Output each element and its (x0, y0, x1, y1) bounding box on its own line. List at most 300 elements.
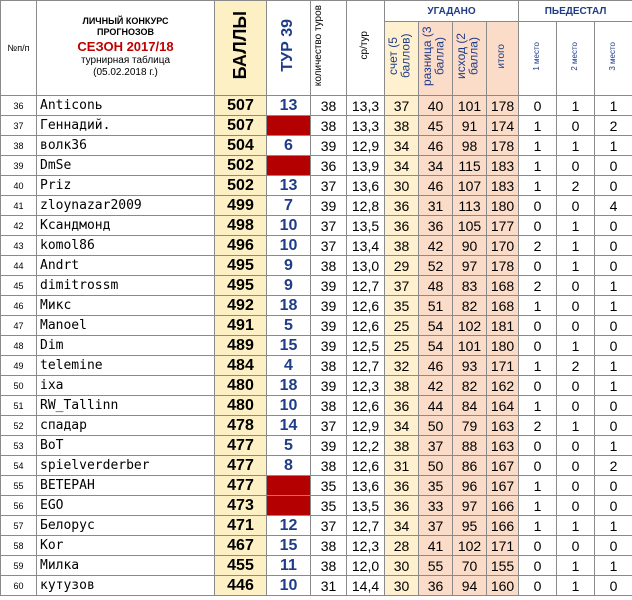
place3-cell: 0 (595, 236, 632, 256)
place3-cell: 1 (595, 436, 632, 456)
table-row (1, 376, 632, 396)
diff-cell: 31 (419, 196, 453, 216)
score-cell: 34 (385, 156, 419, 176)
tour-points-cell: 9 (267, 276, 311, 296)
place3-cell: 1 (595, 296, 632, 316)
avg-cell: 13,5 (347, 216, 385, 236)
diff-cell: 46 (419, 356, 453, 376)
outcome-cell: 84 (453, 396, 487, 416)
score-cell: 38 (385, 116, 419, 136)
avg-cell: 13,5 (347, 496, 385, 516)
tour-points-cell: 5 (267, 436, 311, 456)
diff-cell: 36 (419, 576, 453, 596)
score-cell: 38 (385, 236, 419, 256)
total-cell: 160 (487, 576, 519, 596)
total-cell: 162 (487, 376, 519, 396)
total-cell: 180 (487, 336, 519, 356)
table-row (1, 556, 632, 576)
total-cell: 168 (487, 276, 519, 296)
table-row (1, 276, 632, 296)
participant-name: Белорус (37, 516, 215, 536)
points-cell: 489 (215, 336, 267, 356)
diff-cell: 54 (419, 316, 453, 336)
tours-count-cell: 35 (311, 496, 347, 516)
outcome-cell: 93 (453, 356, 487, 376)
avg-cell: 12,6 (347, 296, 385, 316)
place3-cell: 1 (595, 556, 632, 576)
participant-name: dimitrossm (37, 276, 215, 296)
place3-cell: 0 (595, 536, 632, 556)
place2-cell: 1 (557, 416, 595, 436)
score-cell: 34 (385, 136, 419, 156)
avg-cell: 12,9 (347, 136, 385, 156)
points-cell: 480 (215, 376, 267, 396)
points-cell: 473 (215, 496, 267, 516)
participant-name: ixa (37, 376, 215, 396)
participant-name: spielverderber (37, 456, 215, 476)
tour-points-cell: 7 (267, 196, 311, 216)
tours-count-cell: 38 (311, 396, 347, 416)
avg-cell: 13,4 (347, 236, 385, 256)
header-podium: ПЬЕДЕСТАЛ (519, 1, 632, 22)
place2-cell: 2 (557, 176, 595, 196)
points-cell: 455 (215, 556, 267, 576)
tour-points-cell: 12 (267, 516, 311, 536)
tours-count-cell: 39 (311, 196, 347, 216)
row-number: 43 (1, 236, 37, 256)
place2-cell: 0 (557, 536, 595, 556)
total-cell: 167 (487, 476, 519, 496)
place1-cell: 1 (519, 136, 557, 156)
place2-cell: 2 (557, 356, 595, 376)
header-place2: 2 место (557, 22, 595, 96)
total-cell: 163 (487, 416, 519, 436)
diff-cell: 42 (419, 376, 453, 396)
avg-cell: 12,9 (347, 416, 385, 436)
participant-name: zloynazar2009 (37, 196, 215, 216)
place2-cell: 0 (557, 316, 595, 336)
avg-cell: 13,9 (347, 156, 385, 176)
outcome-cell: 96 (453, 476, 487, 496)
total-cell: 181 (487, 316, 519, 336)
header-avg: ср/тур (347, 1, 385, 96)
diff-cell: 50 (419, 456, 453, 476)
avg-cell: 12,0 (347, 556, 385, 576)
points-cell: 477 (215, 436, 267, 456)
tours-count-cell: 37 (311, 176, 347, 196)
outcome-cell: 82 (453, 376, 487, 396)
tour-points-cell: 9 (267, 256, 311, 276)
place2-cell: 0 (557, 156, 595, 176)
place2-cell: 1 (557, 236, 595, 256)
points-cell: 491 (215, 316, 267, 336)
place3-cell: 0 (595, 316, 632, 336)
row-number: 39 (1, 156, 37, 176)
place1-cell: 0 (519, 196, 557, 216)
tour-points-cell: 15 (267, 336, 311, 356)
avg-cell: 13,6 (347, 176, 385, 196)
participant-name: Anticonь (37, 96, 215, 116)
place2-cell: 1 (557, 516, 595, 536)
table-row (1, 416, 632, 436)
outcome-cell: 70 (453, 556, 487, 576)
avg-cell: 12,7 (347, 276, 385, 296)
points-cell: 480 (215, 396, 267, 416)
avg-cell: 12,7 (347, 516, 385, 536)
place2-cell: 1 (557, 216, 595, 236)
avg-cell: 14,4 (347, 576, 385, 596)
table-row (1, 356, 632, 376)
place1-cell: 1 (519, 116, 557, 136)
tour-points-cell: 4 (267, 356, 311, 376)
table-row (1, 296, 632, 316)
avg-cell: 12,2 (347, 436, 385, 456)
avg-cell: 12,7 (347, 356, 385, 376)
tours-count-cell: 39 (311, 296, 347, 316)
score-cell: 30 (385, 576, 419, 596)
tours-count-cell: 39 (311, 376, 347, 396)
place3-cell: 1 (595, 136, 632, 156)
points-cell: 492 (215, 296, 267, 316)
score-cell: 30 (385, 176, 419, 196)
row-number: 55 (1, 476, 37, 496)
tour-points-cell (267, 476, 311, 496)
place2-cell: 0 (557, 396, 595, 416)
row-number: 41 (1, 196, 37, 216)
points-cell: 499 (215, 196, 267, 216)
outcome-cell: 86 (453, 456, 487, 476)
table-row (1, 536, 632, 556)
points-cell: 478 (215, 416, 267, 436)
outcome-cell: 115 (453, 156, 487, 176)
tour-points-cell: 10 (267, 236, 311, 256)
points-cell: 507 (215, 116, 267, 136)
table-title (37, 1, 215, 96)
table-row (1, 96, 632, 116)
avg-cell: 12,6 (347, 316, 385, 336)
row-number: 52 (1, 416, 37, 436)
tours-count-cell: 36 (311, 156, 347, 176)
diff-cell: 51 (419, 296, 453, 316)
table-row (1, 196, 632, 216)
row-number: 59 (1, 556, 37, 576)
score-cell: 36 (385, 476, 419, 496)
place3-cell: 1 (595, 96, 632, 116)
table-row (1, 316, 632, 336)
score-cell: 38 (385, 436, 419, 456)
total-cell: 174 (487, 116, 519, 136)
avg-cell: 13,3 (347, 96, 385, 116)
participant-name: Микс (37, 296, 215, 316)
total-cell: 171 (487, 356, 519, 376)
outcome-cell: 79 (453, 416, 487, 436)
header-score: счет (5 баллов) (385, 22, 419, 96)
points-cell: 502 (215, 176, 267, 196)
points-cell: 477 (215, 456, 267, 476)
place1-cell: 0 (519, 556, 557, 576)
header-guessed: УГАДАНО (385, 1, 519, 22)
place1-cell: 1 (519, 516, 557, 536)
tours-count-cell: 39 (311, 436, 347, 456)
score-cell: 37 (385, 96, 419, 116)
outcome-cell: 101 (453, 336, 487, 356)
outcome-cell: 90 (453, 236, 487, 256)
title-line1: ЛИЧНЫЙ КОНКУРС (82, 16, 169, 27)
tour-points-cell: 13 (267, 96, 311, 116)
place1-cell: 1 (519, 156, 557, 176)
points-cell: 471 (215, 516, 267, 536)
total-cell: 178 (487, 96, 519, 116)
score-cell: 34 (385, 416, 419, 436)
place2-cell: 0 (557, 116, 595, 136)
table-row (1, 396, 632, 416)
tour-points-cell: 18 (267, 376, 311, 396)
tours-count-cell: 39 (311, 316, 347, 336)
total-cell: 168 (487, 296, 519, 316)
season-label: СЕЗОН 2017/18 (77, 38, 174, 54)
tour-points-cell: 8 (267, 456, 311, 476)
place3-cell: 1 (595, 276, 632, 296)
header-points: БАЛЛЫ (215, 1, 267, 96)
table-row (1, 516, 632, 536)
row-number: 58 (1, 536, 37, 556)
score-cell: 37 (385, 276, 419, 296)
place1-cell: 2 (519, 276, 557, 296)
header-tour: ТУР 39 (267, 1, 311, 96)
score-cell: 34 (385, 516, 419, 536)
table-row (1, 236, 632, 256)
avg-cell: 12,3 (347, 536, 385, 556)
table-row (1, 116, 632, 136)
participant-name: Manoel (37, 316, 215, 336)
participant-name: Kor (37, 536, 215, 556)
total-cell: 167 (487, 456, 519, 476)
place1-cell: 0 (519, 456, 557, 476)
row-number: 50 (1, 376, 37, 396)
tours-count-cell: 37 (311, 516, 347, 536)
place3-cell: 0 (595, 496, 632, 516)
header-diff: разница (3 балла) (419, 22, 453, 96)
row-number: 48 (1, 336, 37, 356)
participant-name: EGO (37, 496, 215, 516)
row-number: 51 (1, 396, 37, 416)
row-number: 46 (1, 296, 37, 316)
diff-cell: 33 (419, 496, 453, 516)
outcome-cell: 113 (453, 196, 487, 216)
place1-cell: 1 (519, 396, 557, 416)
tours-count-cell: 37 (311, 216, 347, 236)
tour-points-cell: 13 (267, 176, 311, 196)
table-row (1, 496, 632, 516)
place3-cell: 0 (595, 396, 632, 416)
place1-cell: 0 (519, 536, 557, 556)
score-cell: 25 (385, 316, 419, 336)
place1-cell: 0 (519, 216, 557, 236)
header-place3: 3 место (595, 22, 632, 96)
place2-cell: 0 (557, 376, 595, 396)
points-cell: 484 (215, 356, 267, 376)
place2-cell: 0 (557, 436, 595, 456)
place3-cell: 4 (595, 196, 632, 216)
avg-cell: 12,5 (347, 336, 385, 356)
score-cell: 29 (385, 256, 419, 276)
place1-cell: 0 (519, 316, 557, 336)
diff-cell: 40 (419, 96, 453, 116)
place1-cell: 0 (519, 96, 557, 116)
row-number: 60 (1, 576, 37, 596)
participant-name: Геннадий. (37, 116, 215, 136)
place3-cell: 0 (595, 576, 632, 596)
tours-count-cell: 38 (311, 256, 347, 276)
avg-cell: 12,6 (347, 456, 385, 476)
header-outcome: исход (2 балла) (453, 22, 487, 96)
place1-cell: 1 (519, 496, 557, 516)
diff-cell: 45 (419, 116, 453, 136)
table-row (1, 476, 632, 496)
place3-cell: 1 (595, 356, 632, 376)
points-cell: 477 (215, 476, 267, 496)
place3-cell: 1 (595, 516, 632, 536)
table-row (1, 576, 632, 596)
diff-cell: 34 (419, 156, 453, 176)
header-place1: 1 место (519, 22, 557, 96)
score-cell: 38 (385, 376, 419, 396)
place3-cell: 1 (595, 376, 632, 396)
row-number: 44 (1, 256, 37, 276)
place1-cell: 0 (519, 256, 557, 276)
score-cell: 36 (385, 396, 419, 416)
place2-cell: 1 (557, 96, 595, 116)
table-row (1, 256, 632, 276)
row-number: 36 (1, 96, 37, 116)
total-cell: 183 (487, 176, 519, 196)
tours-count-cell: 38 (311, 456, 347, 476)
place1-cell: 0 (519, 436, 557, 456)
total-cell: 178 (487, 136, 519, 156)
place1-cell: 1 (519, 176, 557, 196)
total-cell: 178 (487, 256, 519, 276)
total-cell: 166 (487, 496, 519, 516)
header-tours-count: количество туров (311, 1, 347, 96)
place3-cell: 0 (595, 216, 632, 236)
outcome-cell: 102 (453, 536, 487, 556)
place2-cell: 1 (557, 576, 595, 596)
place3-cell: 0 (595, 416, 632, 436)
row-number: 57 (1, 516, 37, 536)
tour-points-cell (267, 156, 311, 176)
tours-count-cell: 37 (311, 416, 347, 436)
tour-points-cell: 18 (267, 296, 311, 316)
tour-points-cell (267, 496, 311, 516)
tour-points-cell: 6 (267, 136, 311, 156)
place2-cell: 0 (557, 456, 595, 476)
place2-cell: 1 (557, 256, 595, 276)
row-number: 37 (1, 116, 37, 136)
row-number: 38 (1, 136, 37, 156)
avg-cell: 13,6 (347, 476, 385, 496)
place1-cell: 2 (519, 236, 557, 256)
tours-count-cell: 35 (311, 476, 347, 496)
outcome-cell: 95 (453, 516, 487, 536)
total-cell: 163 (487, 436, 519, 456)
place2-cell: 0 (557, 196, 595, 216)
place1-cell: 1 (519, 356, 557, 376)
participant-name: telemine (37, 356, 215, 376)
points-cell: 507 (215, 96, 267, 116)
participant-name: BoT (37, 436, 215, 456)
tour-points-cell: 5 (267, 316, 311, 336)
participant-name: волк36 (37, 136, 215, 156)
place1-cell: 0 (519, 336, 557, 356)
total-cell: 171 (487, 536, 519, 556)
outcome-cell: 107 (453, 176, 487, 196)
tours-count-cell: 38 (311, 536, 347, 556)
row-number: 45 (1, 276, 37, 296)
points-cell: 495 (215, 276, 267, 296)
diff-cell: 54 (419, 336, 453, 356)
place1-cell: 0 (519, 576, 557, 596)
place2-cell: 1 (557, 556, 595, 576)
tours-count-cell: 38 (311, 116, 347, 136)
total-cell: 164 (487, 396, 519, 416)
participant-name: спадар (37, 416, 215, 436)
diff-cell: 46 (419, 136, 453, 156)
outcome-cell: 91 (453, 116, 487, 136)
points-cell: 446 (215, 576, 267, 596)
score-cell: 25 (385, 336, 419, 356)
diff-cell: 35 (419, 476, 453, 496)
tours-count-cell: 39 (311, 336, 347, 356)
participant-name: Priz (37, 176, 215, 196)
place3-cell: 0 (595, 156, 632, 176)
tours-count-cell: 31 (311, 576, 347, 596)
diff-cell: 37 (419, 516, 453, 536)
avg-cell: 13,3 (347, 116, 385, 136)
diff-cell: 46 (419, 176, 453, 196)
participant-name: Dim (37, 336, 215, 356)
diff-cell: 36 (419, 216, 453, 236)
header-total: итого (487, 22, 519, 96)
place3-cell: 0 (595, 176, 632, 196)
table-row (1, 456, 632, 476)
outcome-cell: 94 (453, 576, 487, 596)
diff-cell: 52 (419, 256, 453, 276)
outcome-cell: 105 (453, 216, 487, 236)
outcome-cell: 101 (453, 96, 487, 116)
subtitle: турнирная таблица (80, 54, 171, 66)
diff-cell: 37 (419, 436, 453, 456)
points-cell: 504 (215, 136, 267, 156)
header-num: №п/п (1, 1, 37, 96)
avg-cell: 12,6 (347, 396, 385, 416)
score-cell: 36 (385, 496, 419, 516)
row-number: 47 (1, 316, 37, 336)
avg-cell: 13,0 (347, 256, 385, 276)
points-cell: 495 (215, 256, 267, 276)
participant-name: ВЕТЕРАН (37, 476, 215, 496)
place3-cell: 0 (595, 256, 632, 276)
diff-cell: 44 (419, 396, 453, 416)
participant-name: DmSe (37, 156, 215, 176)
tours-count-cell: 37 (311, 236, 347, 256)
diff-cell: 55 (419, 556, 453, 576)
outcome-cell: 82 (453, 296, 487, 316)
date-label: (05.02.2018 г.) (93, 67, 158, 79)
participant-name: RW_Tallinn (37, 396, 215, 416)
tours-count-cell: 39 (311, 276, 347, 296)
participant-name: Ксандмонд (37, 216, 215, 236)
table-row (1, 156, 632, 176)
